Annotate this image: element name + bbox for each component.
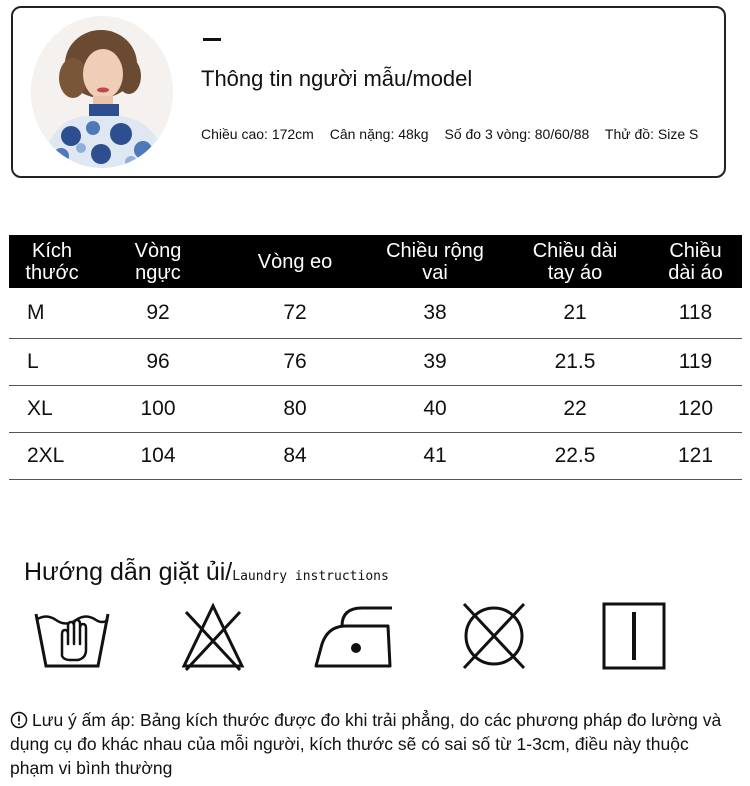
chest-value: 96 [95,339,221,386]
size-table-header [9,235,742,288]
size-note-text: Lưu ý ấm áp: Bảng kích thước được đo khi trải phẳng, do các phương pháp đo lường và dụng cụ đo khác nhau của mỗi người, kích thước sẽ có sai số từ 1-3cm, điều này thuộc phạm vi bình thường [10,710,722,778]
laundry-title-en: Laundry instructions [232,569,389,584]
laundry-title-vi: Hướng dẫn giặt ủi/ [24,558,233,586]
waist-value: 80 [221,386,369,433]
header-chest: Vòng ngực [95,235,221,288]
model-photo-icon [31,16,173,168]
waist-value: 76 [221,339,369,386]
size-note [10,708,732,780]
shoulder-value: 41 [369,433,501,480]
model-try-size: Thử đồ: Size S [604,126,699,142]
shoulder-value: 40 [369,386,501,433]
model-measurements: Số đo 3 vòng: 80/60/88 [444,126,590,142]
length-value: 118 [649,288,742,339]
model-weight: Cân nặng: 48kg [329,126,429,142]
line-dry-icon [602,600,666,672]
size-table [9,235,742,480]
shoulder-value: 38 [369,288,501,339]
waist-value: 84 [221,433,369,480]
header-length: Chiều dài áo [649,235,742,288]
chest-value: 100 [95,386,221,433]
length-value: 121 [649,433,742,480]
header-size: Kích thước [9,235,95,288]
table-row [9,386,742,433]
info-icon [10,711,28,729]
title-dash [203,38,221,41]
table-row [9,339,742,386]
length-value: 119 [649,339,742,386]
sleeve-value: 22 [501,386,649,433]
waist-value: 72 [221,288,369,339]
do-not-bleach-icon [180,600,246,672]
header-sleeve: Chiều dài tay áo [501,235,649,288]
size-label: 2XL [9,433,95,480]
length-value: 120 [649,386,742,433]
header-shoulder: Chiều rộng vai [369,235,501,288]
header-waist: Vòng eo [221,235,369,288]
laundry-title [24,558,389,587]
size-label: M [9,288,95,339]
shoulder-value: 39 [369,339,501,386]
model-stats [201,126,698,142]
sleeve-value: 22.5 [501,433,649,480]
model-info-card [11,6,726,178]
table-row [9,288,742,339]
chest-value: 92 [95,288,221,339]
size-label: XL [9,386,95,433]
table-row [9,433,742,480]
sleeve-value: 21 [501,288,649,339]
model-height: Chiều cao: 172cm [201,126,314,142]
size-label: L [9,339,95,386]
hand-wash-icon [32,600,112,672]
model-avatar [31,16,173,168]
do-not-tumble-dry-icon [460,600,528,672]
iron-low-heat-icon [312,600,396,672]
sleeve-value: 21.5 [501,339,649,386]
model-title: Thông tin người mẫu/model [201,66,473,91]
chest-value: 104 [95,433,221,480]
